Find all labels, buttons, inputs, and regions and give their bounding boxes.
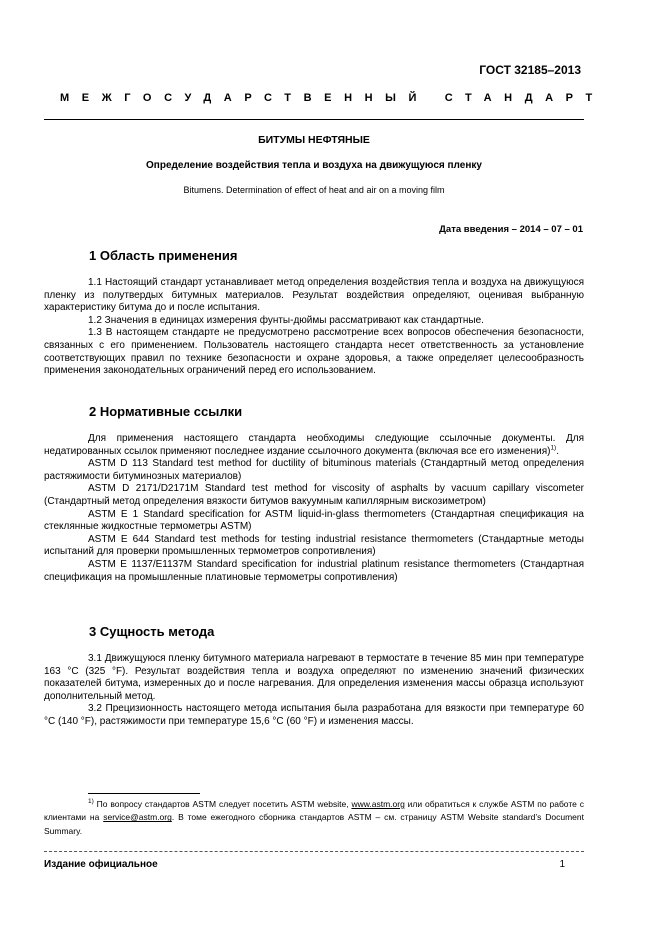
paragraph-3-1: 3.1 Движущуюся пленку битумного материала нагревают в термостате в течение 85 мин при температуре 163 °C (325 °F). Результат воздействия тепла и воздуха определяют по изменению значений физических показателей битума, измеренных до и после нагревания. Для определения изменения массы образца используют дополнительный метод. xyxy=(44,653,584,702)
section-body-method-essence xyxy=(44,653,584,729)
section-heading-scope: 1 Область применения xyxy=(89,248,238,263)
document-code: ГОСТ 32185–2013 xyxy=(479,63,581,77)
footnote-divider xyxy=(88,793,200,794)
document-title: БИТУМЫ НЕФТЯНЫЕ xyxy=(258,134,370,146)
reference-astm-e1: ASTM E 1 Standard specification for ASTM liquid-in-glass thermometers (Стандартная спецификация на стеклянные жидкостные термометры ASTM) xyxy=(44,508,584,533)
paragraph-1-3: 1.3 В настоящем стандарте не предусмотрено рассмотрение всех вопросов обеспечения безопасности, связанных с его применением. Пользователь настоящего стандарта несет ответственность за установление соответствующих правил по технике безопасности и охране здоровья, а также определяет целесообразность применения законодательных ограничений перед его использованием. xyxy=(44,327,584,377)
section-heading-normative-references: 2 Нормативные ссылки xyxy=(89,404,243,419)
paragraph-1-2: 1.2 Значения в единицах измерения фунты-дюймы рассматривают как стандартные. xyxy=(88,314,484,326)
section-heading-method-essence: 3 Сущность метода xyxy=(89,624,215,639)
footnote xyxy=(44,798,584,838)
edition-label: Издание официальное xyxy=(44,859,158,870)
footnote-link-website[interactable]: www.astm.org xyxy=(351,799,405,809)
page-number: 1 xyxy=(559,859,565,870)
reference-astm-d2171: ASTM D 2171/D2171M Standard test method for viscosity of asphalts by vacuum capillary viscometer (Стандартный метод определения вязкости битумов вакуумным капиллярным вискозиметром) xyxy=(44,483,584,507)
references-intro-text: Для применения настоящего стандарта необходимы следующие ссылочные документы. Для недатированных ссылок применяют последнее издание ссылочного документа (включая все его изменения) xyxy=(44,433,584,457)
standard-type: МЕЖГОСУДАРСТВЕННЫЙ СТАНДАРТ xyxy=(60,92,605,104)
reference-astm-d113: ASTM D 113 Standard test method for ductility of bituminous materials (Стандартный метод определения растяжимости битуминозных материалов) xyxy=(44,458,584,482)
reference-astm-e644: ASTM E 644 Standard test methods for testing industrial resistance thermometers (Стандартные методы испытаний для проверки промышленных термометров сопротивления) xyxy=(44,533,584,558)
footnote-link-email[interactable]: service@astm.org xyxy=(103,812,172,823)
section-body-scope xyxy=(44,277,584,378)
references-intro xyxy=(44,433,584,458)
footnote-marker: 1) xyxy=(550,444,557,452)
paragraph-3-2: 3.2 Прецизионность настоящего метода испытания была разработана для вязкости при температуре 60 °C (140 °F), растяжимости при температуре 15,6 °C (60 °F) и изменения массы. xyxy=(44,703,584,727)
document-subtitle: Определение воздействия тепла и воздуха на движущуюся пленку xyxy=(146,160,482,171)
footnote-number: 1) xyxy=(88,798,94,806)
introduction-date: Дата введения – 2014 – 07 – 01 xyxy=(439,224,583,235)
footnote-text-2: или обратиться к службе ASTM по работе с клиентами на xyxy=(44,799,584,823)
document-title-english: Bitumens. Determination of effect of heat and air on a moving film xyxy=(183,185,445,195)
footnote-text-1: По вопросу стандартов ASTM следует посетить ASTM website, xyxy=(93,799,352,809)
reference-astm-e1137: ASTM E 1137/E1137M Standard specification for industrial platinum resistance thermometers (Стандартная спецификация на промышленные платиновые термометры сопротивления) xyxy=(44,558,584,583)
header-divider xyxy=(44,119,584,120)
section-body-normative-references xyxy=(44,433,584,584)
footnote-text-3: . В томе ежегодного сборника стандартов ASTM – см. страницу ASTM Website standard’s Document Summary. xyxy=(44,812,584,836)
references-intro-end: . xyxy=(556,445,559,457)
footer-divider xyxy=(44,851,584,852)
paragraph-1-1: 1.1 Настоящий стандарт устанавливает метод определения воздействия тепла и воздуха на движущуюся пленку из полутвердых битумных материалов. Результат воздействия определяют, оценивая выбранную характеристику битума до и после испытания. xyxy=(44,277,584,314)
